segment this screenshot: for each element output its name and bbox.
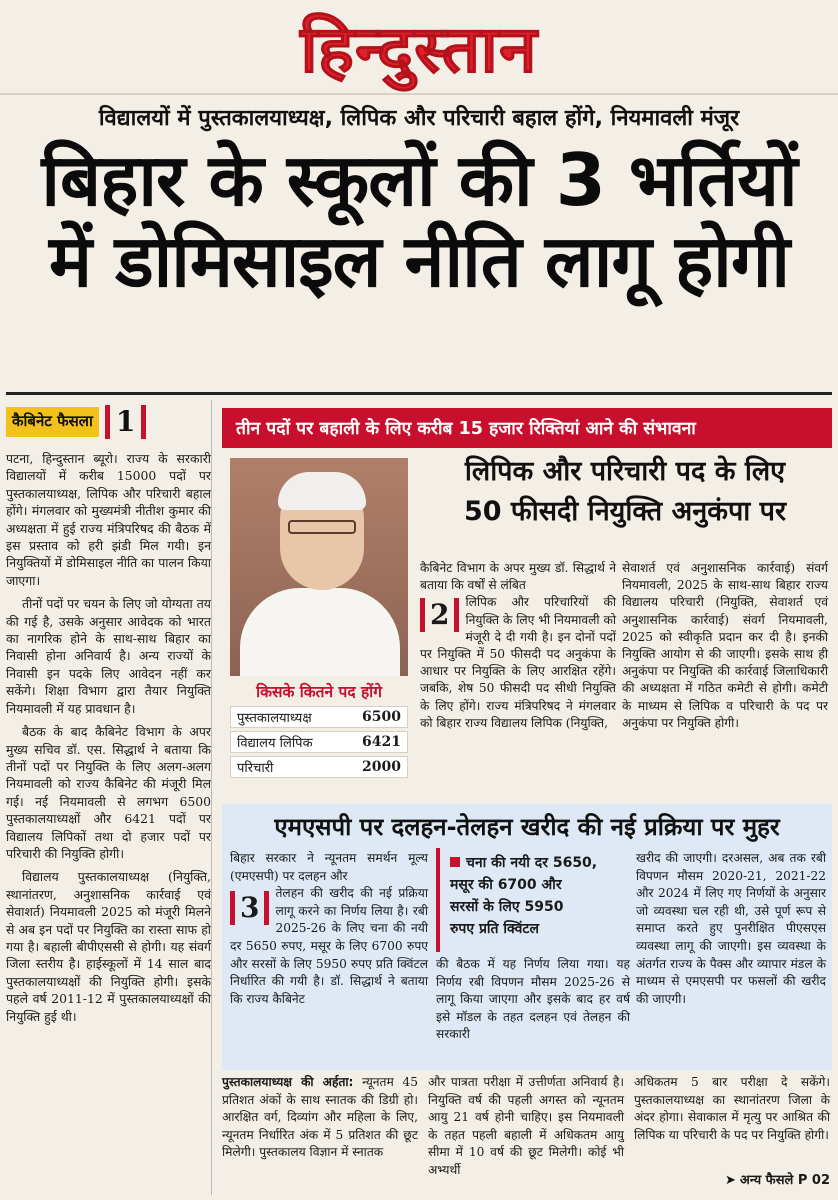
section-tag-row xyxy=(6,400,211,444)
highlight-line: सरसों के लिए 5950 xyxy=(450,899,564,915)
bullet-square-icon xyxy=(450,857,460,867)
paragraph: तीनों पदों पर चयन के लिए जो योग्यता तय की गई है, उसके अनुसार आवेदक को भारत का नागरिक होने के साथ-साथ बिहार का निवासी होना अनिवार्य है। अन्य राज्यों के निवासी इन पदके लिए आवेदन नहीं कर सकेंगे। शिक्षा विभाग द्वारा तैयार नियुक्ति नियमावली में यह प्रावधान है। xyxy=(6,596,211,716)
msp-headline: एमएसपी पर दलहन-तेलहन खरीद की नई प्रक्रिया पर मुहर xyxy=(274,813,780,841)
msp-body: तेलहन की खरीद की नई प्रक्रिया लागू करने का निर्णय लिया है। रबी 2025-26 के लिए चना की नयी दर 5650 रुपए, मसूर के लिए 6700 रुपए और सरसों के लिए 5950 रुपए प्रति क्विंटल निर्धारित की गयी है। डॉ. सिद्धार्थ ने बताया कि राज्य कैबिनेट xyxy=(230,886,428,1006)
photo-hair xyxy=(278,472,366,510)
qualification-body: न्यूनतम 45 प्रतिशत अंकों के साथ स्नातक की डिग्री हो। आरक्षित वर्ग, दिव्यांग और महिला के लिए, न्यूनतम निर्धारित अंक में 5 प्रतिशत की छूट मिलेगी। पुस्तकालय विज्ञान में स्नातक xyxy=(222,1075,418,1160)
sub-headline-line-1: लिपिक और परिचारी पद के लिए xyxy=(464,456,786,487)
story2-column-a xyxy=(420,560,616,732)
post-count: 2000 xyxy=(362,759,401,775)
bottom-column-3: अधिकतम 5 बार परीक्षा दे सकेंगे। पुस्तकालयाध्यक्ष का स्थानांतरण जिला के अंदर होगा। सेवाकाल में मृत्यु पर आश्रित की लिपिक या परिचारी के पद पर नियुक्ति होगी। xyxy=(634,1075,830,1142)
story-number-badge: 1 xyxy=(105,405,146,439)
msp-story xyxy=(222,804,832,1070)
vacancy-banner: तीन पदों पर बहाली के लिए करीब 15 हजार रिक्तियां आने की संभावना xyxy=(222,408,832,448)
kicker-line: विद्यालयों में पुस्तकालयाध्यक्ष, लिपिक और परिचारी बहाल होंगे, नियमावली मंजूर xyxy=(98,106,740,131)
msp-intro: बिहार सरकार ने न्यूनतम समर्थन मूल्य (एमएसपी) पर दलहन और xyxy=(230,851,428,883)
bottom-column-2: और पात्रता परीक्षा में उत्तीर्णता अनिवार्य है। नियुक्ति वर्ष की पहली अगस्त को न्यूनतम आयु 21 वर्ष होनी चाहिए। इस नियमावली के तहत पहली बहाली में अधिकतम आयु सीमा में 10 वर्ष की छूट मिलेगी। कोई भी अभ्यर्थी xyxy=(428,1075,624,1177)
photo-glasses xyxy=(288,520,356,534)
post-count: 6421 xyxy=(362,734,401,750)
msp-column-1 xyxy=(230,850,428,1008)
paragraph: पटना, हिन्दुस्तान ब्यूरो। राज्य के सरकारी विद्यालयों में करीब 15000 पदों पर पुस्तकालयाध्यक्ष, लिपिक और परिचारी बहाल होंगे। मंगलवार को मुख्यमंत्री नीतीश कुमार की अध्यक्षता में हुई राज्य मंत्रिपरिषद की बैठक में इस प्रस्ताव को हरी झंडी मिल गयी। इन नियुक्तियों में डोमिसाइल नीति का पालन किया जाएगा। xyxy=(6,451,211,588)
posts-table-title: किसके कितने पद होंगे xyxy=(256,683,382,701)
headline-line-1: बिहार के स्कूलों की 3 भर्तियों xyxy=(41,138,797,222)
main-headline xyxy=(6,140,832,301)
photo-body xyxy=(240,588,400,676)
post-label: परिचारी xyxy=(237,761,274,776)
divider xyxy=(6,392,832,395)
story2-body: लिपिक और परिचारियों की नियुक्ति के लिए भी नियमावली को मंजूरी दे दी गयी है। इन दोनों पदों पर नियुक्ति में 50 फीसदी पद अनुकंपा के आधार पर नियुक्ति के लिए आरक्षित रहेंगे। जबकि, शेष 50 फीसदी पद सीधी नियुक्ति के लिए होंगे। राज्य मंत्रिपरिषद ने मंगलवार को बिहार राज्य विद्यालय लिपिक (नियुक्ति, xyxy=(420,595,616,730)
story2-intro: कैबिनेट विभाग के अपर मुख्य डॉ. सिद्धार्थ ने बताया कि वर्षों से लंबित xyxy=(420,561,616,593)
paragraph: बैठक के बाद कैबिनेट विभाग के अपर मुख्य सचिव डॉ. एस. सिद्धार्थ ने बताया कि तीनों पदों पर नियुक्ति के लिए अलग-अलग नियमावली को राज्य कैबिनेट की मंजूरी मिल गई। नई नियमावली से लगभग 6500 पुस्तकालयाध्यक्षों और 6421 पदों पर विद्यालय लिपिकों तथा दो हजार पदों पर परिचारी की नियुक्ति होगी। xyxy=(6,724,211,861)
msp-column-3: खरीद की जाएगी। दरअसल, अब तक रबी विपणन मौसम 2020-21, 2021-22 और 2024 में लिए गए निर्णयों के अनुसार जो व्यवस्था चल रही थी, उसे पूर्ण रूप से समाप्त करते हुए पुनरीक्षित पीएसएस व्यवस्था लागू की जाएगी। इस व्यवस्था के अंतर्गत राज्य के पैक्स और व्यापार मंडल के माध्यम से एमएसपी पर फसलों की खरीद की जाएगी। xyxy=(636,851,826,1006)
other-decisions-label: अन्य फैसले xyxy=(739,1173,794,1188)
sub-headline xyxy=(420,452,830,532)
story-number-badge: 2 xyxy=(420,598,459,632)
table-row xyxy=(230,706,408,728)
page-reference xyxy=(680,1170,830,1192)
story2-column-b: सेवाशर्त एवं अनुशासनिक कार्रवाई) संवर्ग नियमावली, 2025 के साथ-साथ बिहार राज्य विद्यालय परिचारी (नियुक्ति, सेवाशर्त एवं अनुशासनिक कार्रवाई) संवर्ग नियमावली, 2025 को स्वीकृति प्रदान कर दी है। इनकी नियुक्ति आयोग से की जाएगी। इसके साथ ही अनुकंपा पर नियुक्ति की कार्रवाई जिलाधिकारी की अध्यक्षता में गठित कमेटी से होगी। कमेटी के माध्यम से लिपिक व परिचारी के पद पर अनुकंपा पर नियुक्ति होगी। xyxy=(622,561,828,730)
msp-column-2: की बैठक में यह निर्णय लिया गया। यह निर्णय रबी विपणन मौसम 2025-26 से लागू किया जाएगा और इसके बाद हर वर्ष इसे मॉडल के तहत दलहन एवं तेलहन की सरकारी xyxy=(436,957,630,1042)
chief-minister-photo xyxy=(230,458,408,676)
lead-story-column xyxy=(6,400,212,1195)
newspaper-logo: हिन्दुस्तान xyxy=(300,12,538,88)
page-number: P 02 xyxy=(797,1173,830,1188)
story-number-badge: 3 xyxy=(230,891,269,925)
posts-table xyxy=(230,680,408,798)
qualification-heading: पुस्तकालयाध्यक्ष की अर्हता: xyxy=(222,1075,354,1089)
post-count: 6500 xyxy=(362,709,401,725)
sub-headline-line-2: 50 फीसदी नियुक्ति अनुकंपा पर xyxy=(463,496,787,527)
bottom-column-1 xyxy=(222,1074,418,1162)
arrow-right-icon: ➤ xyxy=(724,1173,736,1188)
post-label: पुस्तकालयाध्यक्ष xyxy=(237,711,312,726)
headline-line-2: में डोमिसाइल नीति लागू होगी xyxy=(48,218,790,303)
highlight-line: मसूर की 6700 और xyxy=(450,877,562,893)
cabinet-decision-tag: कैबिनेट फैसला xyxy=(6,407,99,436)
paragraph: विद्यालय पुस्तकालयाध्यक्ष (नियुक्ति, स्थानांतरण, अनुशासनिक कार्रवाई एवं सेवाशर्त) नियमावली 2025 को मंजूरी मिलने से अब इन पदों पर नियुक्ति का रास्ता साफ हो गया है। बहाली बीपीएससी से होगी। यह संवर्ग जिला स्तरीय है। हाईस्कूलों में 14 साल बाद पुस्तकालयाध्यक्षों की नियुक्ति होगी। इसके पहले वर्ष 2011-12 में पुस्तकालयाध्यक्षों की नियुक्ति हुई थी। xyxy=(6,869,211,1024)
post-label: विद्यालय लिपिक xyxy=(237,736,313,751)
masthead xyxy=(0,0,838,95)
highlight-line: चना की नयी दर 5650, xyxy=(466,855,598,871)
msp-rate-highlight xyxy=(436,848,630,952)
table-row xyxy=(230,731,408,753)
table-row xyxy=(230,756,408,778)
highlight-line: रुपए प्रति क्विंटल xyxy=(450,921,539,937)
